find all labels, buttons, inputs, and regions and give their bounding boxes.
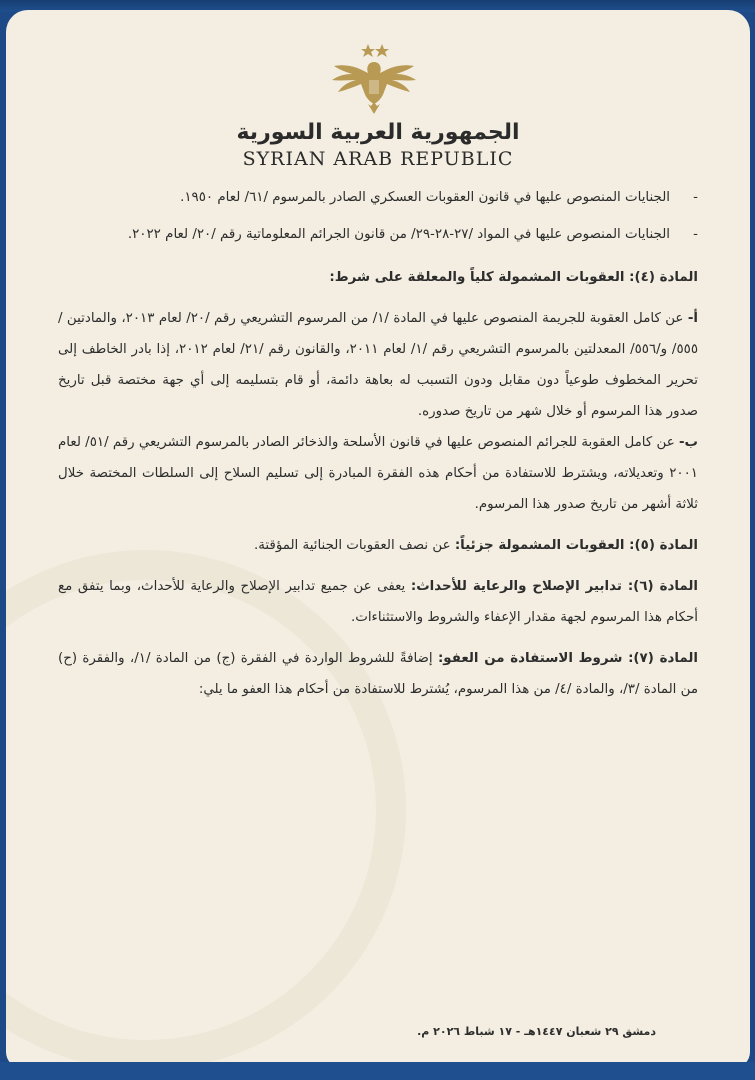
article-7-title: المادة (٧): شروط الاستفادة من العفو:: [437, 651, 698, 666]
article-6-title: المادة (٦): تدابير الإصلاح والرعاية للأحداث:: [410, 579, 698, 594]
list-item-text: الجنايات المنصوص عليها في قانون العقوبات العسكري الصادر بالمرسوم /٦١/ لعام ١٩٥٠.: [180, 190, 670, 205]
document-date-footer: دمشق ٢٩ شعبان ١٤٤٧هـ - ١٧ شباط ٢٠٢٦ م.: [417, 1025, 656, 1038]
eagle-emblem-icon: [328, 40, 420, 118]
article-6: [58, 571, 698, 633]
article-4-title: المادة (٤): العقوبات المشمولة كلياً والمعلقة على شرط:: [329, 270, 698, 285]
article-5-text: عن نصف العقوبات الجنائية المؤقتة.: [253, 538, 451, 553]
list-item-text: الجنايات المنصوص عليها في المواد /٢٧-٢٨-٢٩/ من قانون الجرائم المعلوماتية رقم /٢٠/ لعام ٢٠٢٢.: [127, 227, 670, 242]
clause-label: ب-: [678, 435, 698, 450]
article-5: [58, 530, 698, 561]
dash-mark: -: [693, 227, 698, 242]
list-item: [58, 219, 698, 250]
article-7-text: إضافةً للشروط الواردة في الفقرة (ج) من المادة /١/، والفقرة (ح) من المادة /٣/، والمادة /٤/ من هذا المرسوم، يُشترط للاستفادة من أحكام هذا العفو ما يلي:: [58, 651, 698, 697]
list-item: [58, 182, 698, 213]
clause-label: أ-: [687, 311, 698, 326]
document-page: [6, 10, 750, 1068]
clause-text: عن كامل العقوبة للجريمة المنصوص عليها في المادة /١/ من المرسوم التشريعي رقم /٢٠/ لعام ٢٠١٣، والمادتين /٥٥٥/ و/٥٥٦/ المعدلتين بالمرسوم التشريعي رقم /١/ لعام ٢٠١١، والقانون رقم /٢١/ لعام ٢٠١٢، إذا بادر الخاطف إلى تحرير المخطوف طوعياً دون مقابل ودون التسبب له بعاهة دائمة، أو قام بتسليمه إلى أي جهة مختصة قبل تاريخ صدور هذا المرسوم أو خلال شهر من تاريخ صدوره.: [58, 311, 699, 419]
header-english-title: SYRIAN ARAB REPUBLIC: [242, 148, 514, 170]
bottom-frame-bar: [0, 1062, 755, 1080]
article-7: [58, 643, 698, 705]
article-5-title: المادة (٥): العقوبات المشمولة جزئياً:: [454, 538, 698, 553]
article-6-text: يعفى عن جميع تدابير الإصلاح والرعاية للأحداث، وبما يتفق مع أحكام هذا المرسوم لجهة مقدار الإعفاء والشروط والاستثناءات.: [58, 579, 698, 625]
document-body: [58, 182, 698, 705]
dash-mark: -: [693, 190, 698, 205]
article-4-clause-b: [58, 427, 698, 520]
header-arabic-title: الجمهورية العربية السورية: [236, 120, 520, 145]
clause-text: عن كامل العقوبة للجرائم المنصوص عليها في قانون الأسلحة والذخائر الصادر بالمرسوم التشريعي رقم /٥١/ لعام ٢٠٠١ وتعديلاته، ويشترط للاستفادة من أحكام هذه الفقرة المبادرة إلى تسليم السلاح إلى السلطات المختصة خلال ثلاثة أشهر من تاريخ صدور هذا المرسوم.: [58, 435, 698, 512]
article-4-clause-a: [58, 303, 698, 427]
